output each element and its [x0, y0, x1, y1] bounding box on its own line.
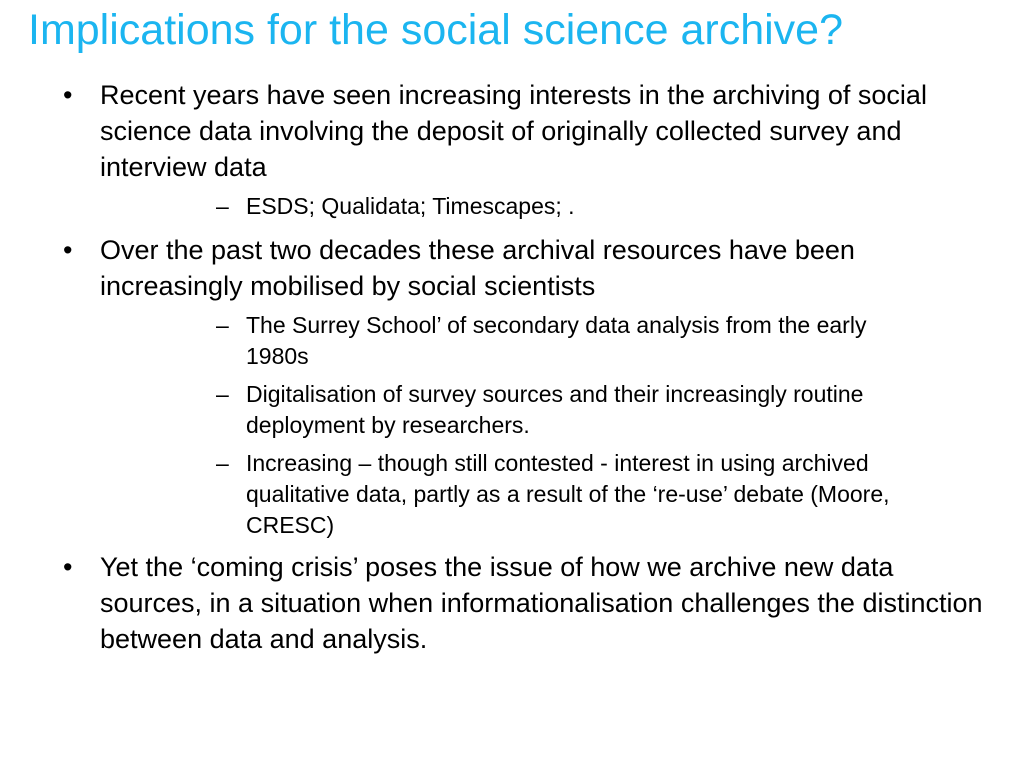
sub-bullet-text: Digitalisation of survey sources and their increasingly routine deployment by researchers. — [246, 381, 864, 438]
sub-bullet-marker: – — [216, 381, 229, 407]
sub-bullet-item — [100, 448, 984, 541]
sub-bullet-item — [100, 379, 984, 441]
bullet-marker: • — [63, 552, 73, 582]
sub-bullet-text: Increasing – though still contested - interest in using archived qualitative data, partly as a result of the ‘re-use’ debate (Moore, CRESC) — [246, 450, 890, 538]
bullet-item — [0, 77, 1024, 222]
sub-bullet-text: The Surrey School’ of secondary data analysis from the early 1980s — [246, 312, 867, 369]
sub-bullet-marker: – — [216, 193, 229, 219]
sub-bullet-marker: – — [216, 450, 229, 476]
bullet-text: Over the past two decades these archival resources have been increasingly mobilised by social scientists — [100, 235, 855, 301]
sub-list — [100, 191, 984, 222]
bullet-marker: • — [63, 80, 73, 110]
bullet-marker: • — [63, 235, 73, 265]
bullet-text: Recent years have seen increasing interests in the archiving of social science data involving the deposit of originally collected survey and interview data — [100, 80, 927, 182]
sub-bullet-marker: – — [216, 312, 229, 338]
bullet-text: Yet the ‘coming crisis’ poses the issue of how we archive new data sources, in a situation when informationalisation challenges the distinction between data and analysis. — [100, 552, 983, 654]
sub-bullet-item — [100, 310, 984, 372]
bullet-item — [0, 549, 1024, 657]
sub-list — [100, 310, 984, 541]
sub-bullet-text: ESDS; Qualidata; Timescapes; . — [246, 193, 575, 219]
bullet-item — [0, 232, 1024, 541]
sub-bullet-item — [100, 191, 984, 222]
slide-title: Implications for the social science archive? — [28, 6, 843, 54]
slide-body — [0, 77, 1024, 665]
